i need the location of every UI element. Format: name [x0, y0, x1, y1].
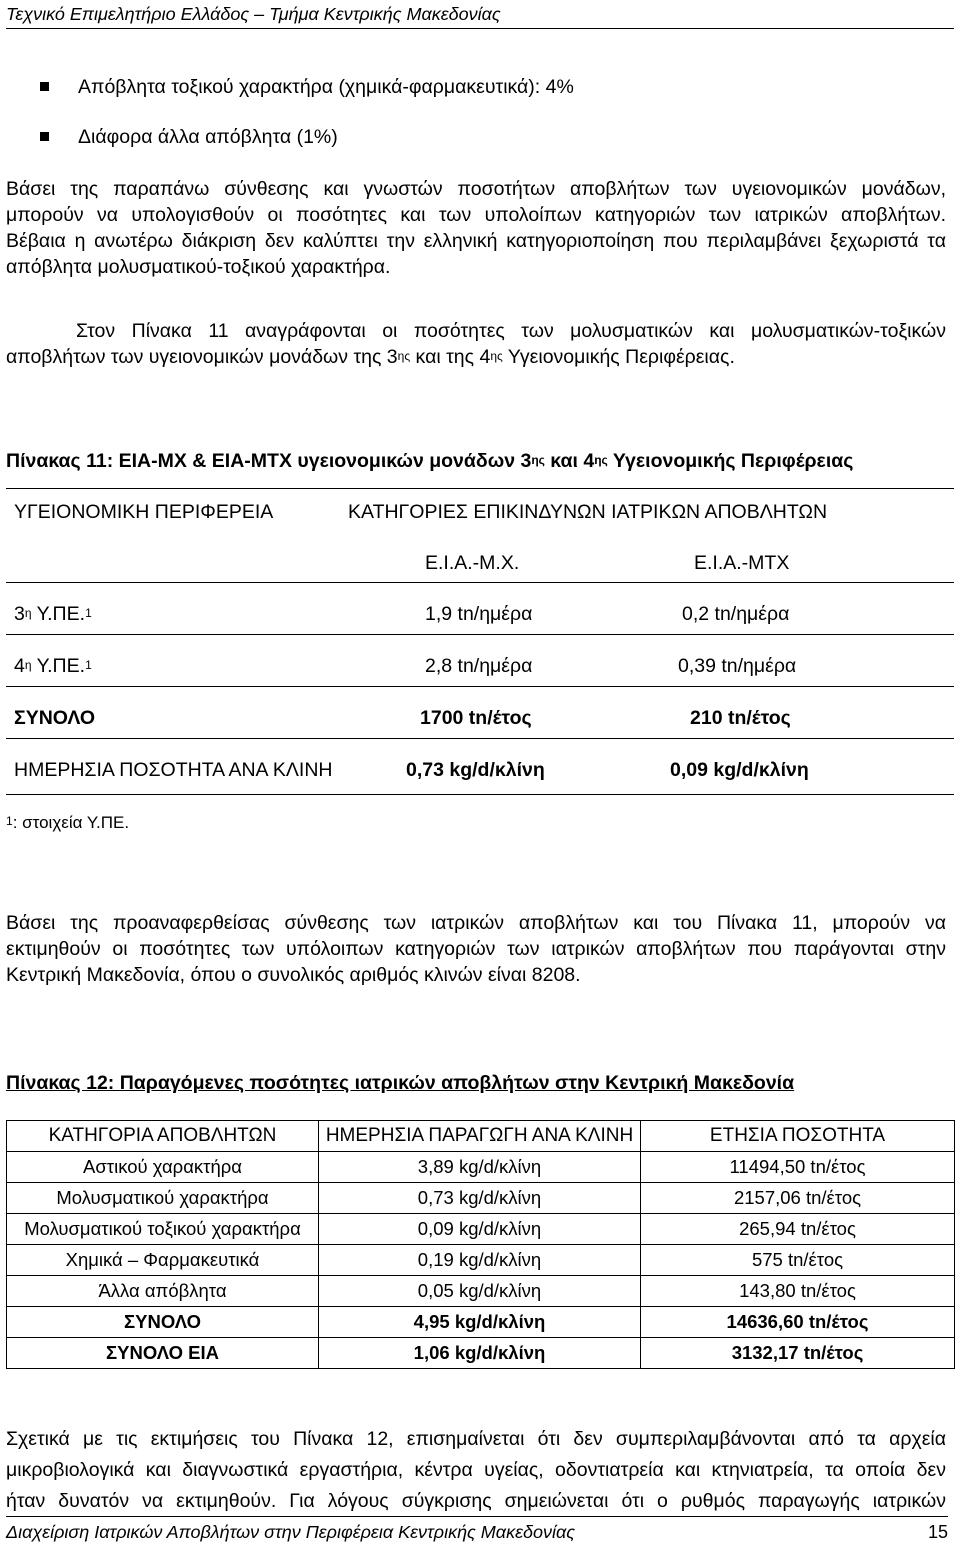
superscript: ης	[594, 453, 608, 467]
bullet-square-icon	[40, 132, 49, 141]
table-total-row	[7, 1307, 955, 1338]
paragraph-line: απόβλητα μολυσματικού-τοξικού χαρακτήρα.	[6, 256, 391, 278]
table-11	[6, 488, 954, 808]
table-cell: 1,9 tn/ημέρα	[425, 603, 533, 625]
table-row-label	[14, 602, 92, 626]
table-total-row	[7, 1338, 955, 1369]
paragraph-line: μικροβιολογικά και διαγνωστικά εργαστήρια, κέντρα υγείας, οδοντιατρεία και κτηνιατρεία, τα οποία δεν	[6, 1459, 946, 1481]
table-cell: 2,8 tn/ημέρα	[425, 655, 533, 677]
footnote-text: : στοιχεία Υ.ΠΕ.	[12, 813, 130, 832]
superscript: η	[24, 658, 32, 672]
footnote-mark: 1	[6, 814, 13, 828]
text-run: 4	[14, 655, 25, 677]
table-cell: Άλλα απόβλητα	[7, 1276, 319, 1307]
text-run: και της 4	[410, 346, 491, 368]
table-cell: 1,06 kg/d/κλίνη	[319, 1338, 641, 1369]
subheader-mx: Ε.Ι.Α.-Μ.Χ.	[425, 552, 520, 574]
total-label: ΣΥΝΟΛΟ	[14, 707, 96, 729]
table-row-label	[14, 654, 92, 678]
table-cell: 0,2 tn/ημέρα	[682, 603, 790, 625]
header-region: ΥΓΕΙΟΝΟΜΙΚΗ ΠΕΡΙΦΕΡΕΙΑ	[14, 501, 274, 523]
table-row	[7, 1245, 955, 1276]
total-mx: 1700 tn/έτος	[420, 707, 532, 729]
table-12	[6, 1120, 955, 1369]
table-rule	[6, 634, 954, 635]
paragraph-line: Σχετικά με τις εκτιμήσεις του Πίνακα 12, επισημαίνεται ότι δεν συμπεριλαμβάνονται από τα αρχεία	[6, 1428, 946, 1450]
bullet-text: Απόβλητα τοξικού χαρακτήρα (χημικά-φαρμακευτικά): 4%	[78, 76, 574, 98]
table-cell: 4,95 kg/d/κλίνη	[319, 1307, 641, 1338]
daily-mx: 0,73 kg/d/κλίνη	[406, 759, 545, 781]
total-mtx: 210 tn/έτος	[690, 707, 791, 729]
paragraph	[6, 910, 946, 988]
text-run: Υ.ΠΕ.	[31, 655, 86, 677]
text-run: 3	[14, 603, 25, 625]
table-cell: 575 tn/έτος	[641, 1245, 955, 1276]
table-cell: 143,80 tn/έτος	[641, 1276, 955, 1307]
bullet-square-icon	[40, 82, 49, 91]
table-cell: 11494,50 tn/έτος	[641, 1152, 955, 1183]
page-header: Τεχνικό Επιμελητήριο Ελλάδος – Τμήμα Κεντρικής Μακεδονίας	[6, 2, 954, 29]
table-cell: 0,73 kg/d/κλίνη	[319, 1183, 641, 1214]
table-cell: Μολυσματικού τοξικού χαρακτήρα	[7, 1214, 319, 1245]
table-header-row	[7, 1121, 955, 1152]
superscript: η	[24, 606, 32, 620]
superscript: ης	[531, 453, 545, 467]
table-cell: 0,19 kg/d/κλίνη	[319, 1245, 641, 1276]
table-rule	[6, 582, 954, 583]
table-rule	[6, 686, 954, 687]
paragraph-line: Στον Πίνακα 11 αναγράφονται οι ποσότητες των μολυσματικών και μολυσματικών-τοξικών	[76, 320, 946, 342]
table-11-footnote	[6, 812, 946, 834]
subheader-mtx: Ε.Ι.Α.-ΜΤΧ	[694, 552, 790, 574]
table-cell: 3132,17 tn/έτος	[641, 1338, 955, 1369]
paragraph-line: Βάσει της παραπάνω σύνθεσης και γνωστών ποσοτήτων αποβλήτων των υγειονομικών μονάδων,	[6, 178, 946, 200]
text-run: Υγειονομικής Περιφέρειας.	[502, 346, 735, 368]
text-run: και 4	[544, 450, 595, 472]
table-12-title: Πίνακας 12: Παραγόμενες ποσότητες ιατρικών αποβλήτων στην Κεντρική Μακεδονία	[6, 1072, 795, 1094]
bullet-text: Διάφορα άλλα απόβλητα (1%)	[78, 126, 338, 148]
footnote-mark: 1	[85, 658, 92, 672]
paragraph-line: Βάσει της προαναφερθείσας σύνθεσης των ιατρικών αποβλήτων και του Πίνακα 11, μπορούν να	[6, 912, 946, 934]
text-run: Υ.ΠΕ.	[31, 603, 86, 625]
column-header: ΕΤΗΣΙΑ ΠΟΣΟΤΗΤΑ	[641, 1121, 955, 1152]
table-11-title	[6, 450, 853, 473]
column-header: ΚΑΤΗΓΟΡΙΑ ΑΠΟΒΛΗΤΩΝ	[7, 1121, 319, 1152]
column-header: ΗΜΕΡΗΣΙΑ ΠΑΡΑΓΩΓΗ ΑΝΑ ΚΛΙΝΗ	[319, 1121, 641, 1152]
table-cell: 14636,60 tn/έτος	[641, 1307, 955, 1338]
text-run: αποβλήτων των υγειονομικών μονάδων της 3	[6, 346, 398, 368]
daily-label: ΗΜΕΡΗΣΙΑ ΠΟΣΟΤΗΤΑ ΑΝΑ ΚΛΙΝΗ	[14, 759, 333, 781]
table-row	[7, 1276, 955, 1307]
paragraph	[6, 318, 946, 370]
page-footer	[6, 1516, 948, 1547]
paragraph-line: Βέβαια η ανωτέρω διάκριση δεν καλύπτει την ελληνική κατηγοριοποίηση που περιλαμβάνει ξεχωριστά τα	[6, 230, 946, 252]
table-cell: ΣΥΝΟΛΟ ΕΙΑ	[7, 1338, 319, 1369]
table-cell: Αστικού χαρακτήρα	[7, 1152, 319, 1183]
table-cell: 0,39 tn/ημέρα	[678, 655, 797, 677]
text-run: Υγειονομικής Περιφέρειας	[607, 450, 854, 472]
paragraph-line: ήταν δυνατόν να εκτιμηθούν. Για λόγους σύγκρισης σημειώνεται ότι ο ρυθμός παραγωγής ιατρικών	[6, 1490, 946, 1512]
table-cell: 2157,06 tn/έτος	[641, 1183, 955, 1214]
table-rule	[6, 738, 954, 739]
table-cell: Μολυσματικού χαρακτήρα	[7, 1183, 319, 1214]
superscript: ης	[490, 349, 503, 363]
paragraph	[6, 176, 946, 280]
header-categories: ΚΑΤΗΓΟΡΙΕΣ ΕΠΙΚΙΝΔΥΝΩΝ ΙΑΤΡΙΚΩΝ ΑΠΟΒΛΗΤΩΝ	[348, 501, 828, 523]
paragraph-line: μπορούν να υπολογισθούν οι ποσότητες και των υπολοίπων κατηγοριών των ιατρικών αποβλήτων.	[6, 204, 946, 226]
footer-title: Διαχείριση Ιατρικών Αποβλήτων στην Περιφέρεια Κεντρικής Μακεδονίας	[6, 1522, 576, 1542]
table-cell: 265,94 tn/έτος	[641, 1214, 955, 1245]
table-cell: 3,89 kg/d/κλίνη	[319, 1152, 641, 1183]
paragraph-line: Κεντρική Μακεδονία, όπου ο συνολικός αριθμός κλινών είναι 8208.	[6, 964, 581, 986]
table-row	[7, 1183, 955, 1214]
paragraph-line	[6, 344, 946, 370]
text-run: Πίνακας 11: ΕΙΑ-ΜΧ & ΕΙΑ-ΜΤΧ υγειονομικών μονάδων 3	[6, 450, 532, 472]
table-rule	[6, 794, 954, 795]
paragraph	[6, 1424, 946, 1517]
paragraph-line: εκτιμηθούν οι ποσότητες των υπόλοιπων κατηγοριών των ιατρικών αποβλήτων που παράγονται στην	[6, 938, 946, 960]
table-row	[7, 1214, 955, 1245]
table-cell: Χημικά – Φαρμακευτικά	[7, 1245, 319, 1276]
superscript: ης	[397, 349, 411, 363]
table-cell: ΣΥΝΟΛΟ	[7, 1307, 319, 1338]
daily-mtx: 0,09 kg/d/κλίνη	[670, 759, 809, 781]
table-row	[7, 1152, 955, 1183]
table-rule	[6, 488, 954, 489]
page-number: 15	[927, 1522, 948, 1542]
table-cell: 0,05 kg/d/κλίνη	[319, 1276, 641, 1307]
table-cell: 0,09 kg/d/κλίνη	[319, 1214, 641, 1245]
footnote-mark: 1	[85, 606, 92, 620]
